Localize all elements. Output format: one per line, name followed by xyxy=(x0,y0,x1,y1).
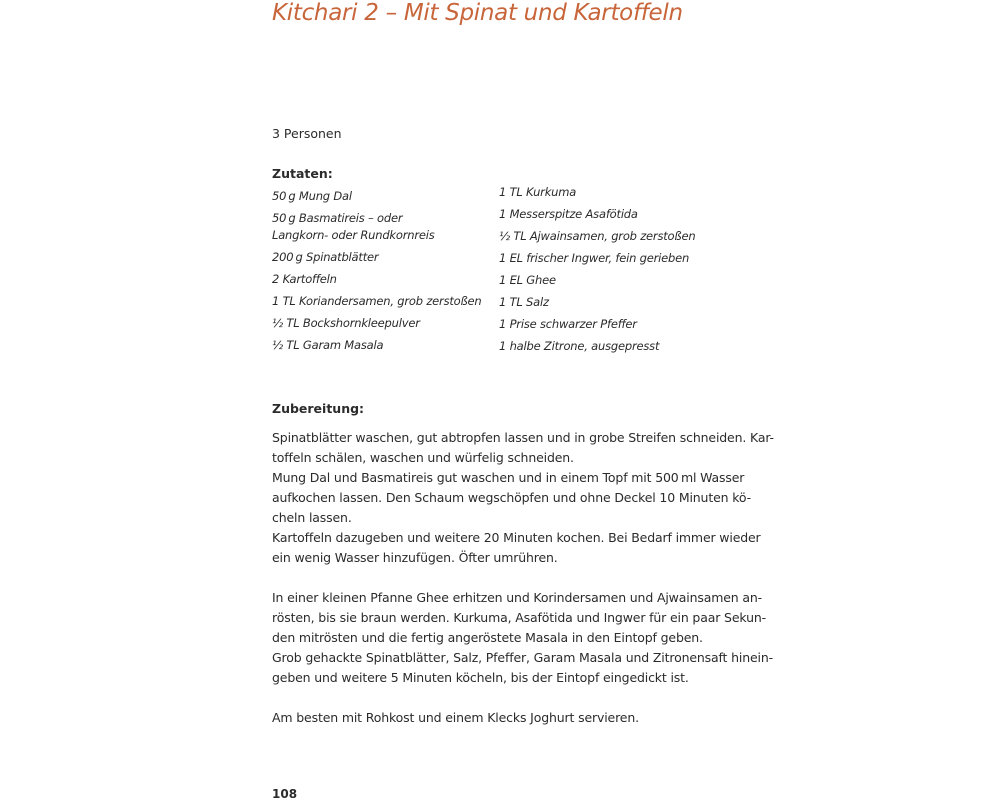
ingredients-list-right xyxy=(499,184,739,360)
ingredient-item: 2 Kartoffeln xyxy=(272,272,337,286)
preparation-line: Am besten mit Rohkost und einem Klecks Joghurt servieren. xyxy=(272,710,639,725)
ingredient-item: 1 TL Kurkuma xyxy=(499,185,577,199)
ingredient-item: 50 g Mung Dal xyxy=(272,189,352,203)
preparation-line: Grob gehackte Spinatblätter, Salz, Pfeffer, Garam Masala und Zitronensaft hinein- xyxy=(272,650,773,665)
ingredient-item: ½ TL Ajwainsamen, grob zerstoßen xyxy=(499,229,696,243)
ingredient-item: 1 EL Ghee xyxy=(499,273,556,287)
ingredient-item: 50 g Basmatireis – oder Langkorn- oder Rundkornreis xyxy=(272,211,435,242)
page-number: 108 xyxy=(272,787,298,801)
ingredient-item: 1 EL frischer Ingwer, fein gerieben xyxy=(499,251,690,265)
preparation-text xyxy=(272,428,774,728)
preparation-line: aufkochen lassen. Den Schaum wegschöpfen und ohne Deckel 10 Minuten kö- xyxy=(272,490,751,505)
ingredient-item: ½ TL Bockshornkleepulver xyxy=(272,316,420,330)
ingredient-item: 1 TL Koriandersamen, grob zerstoßen xyxy=(272,294,482,308)
preparation-line: Kartoffeln dazugeben und weitere 20 Minuten kochen. Bei Bedarf immer wieder xyxy=(272,530,761,545)
ingredient-item: 1 halbe Zitrone, ausgepresst xyxy=(499,339,660,353)
servings: 3 Personen xyxy=(272,126,342,141)
preparation-line: ein wenig Wasser hinzufügen. Öfter umrühren. xyxy=(272,550,558,565)
preparation-line: cheln lassen. xyxy=(272,510,352,525)
preparation-line: geben und weitere 5 Minuten köcheln, bis der Eintopf eingedickt ist. xyxy=(272,670,689,685)
preparation-line: toffeln schälen, waschen und würfelig schneiden. xyxy=(272,450,574,465)
ingredients-heading: Zutaten: xyxy=(272,166,333,181)
preparation-line: rösten, bis sie braun werden. Kurkuma, Asafötida und Ingwer für ein paar Sekun- xyxy=(272,610,766,625)
preparation-line: Mung Dal und Basmatireis gut waschen und in einem Topf mit 500 ml Wasser xyxy=(272,470,745,485)
ingredient-item: 1 Prise schwarzer Pfeffer xyxy=(499,317,637,331)
ingredient-item: 1 Messerspitze Asafötida xyxy=(499,207,638,221)
ingredient-item: 200 g Spinatblätter xyxy=(272,250,379,264)
ingredient-item: ½ TL Garam Masala xyxy=(272,338,384,352)
ingredients-list-left xyxy=(272,188,494,359)
preparation-line: In einer kleinen Pfanne Ghee erhitzen und Korindersamen und Ajwainsamen an- xyxy=(272,590,763,605)
preparation-line: Spinatblätter waschen, gut abtropfen lassen und in grobe Streifen schneiden. Kar- xyxy=(272,430,774,445)
recipe-title: Kitchari 2 – Mit Spinat und Kartoffeln xyxy=(272,0,683,26)
preparation-heading: Zubereitung: xyxy=(272,401,365,416)
preparation-line: den mitrösten und die fertig angeröstete Masala in den Eintopf geben. xyxy=(272,630,703,645)
ingredient-item: 1 TL Salz xyxy=(499,295,549,309)
